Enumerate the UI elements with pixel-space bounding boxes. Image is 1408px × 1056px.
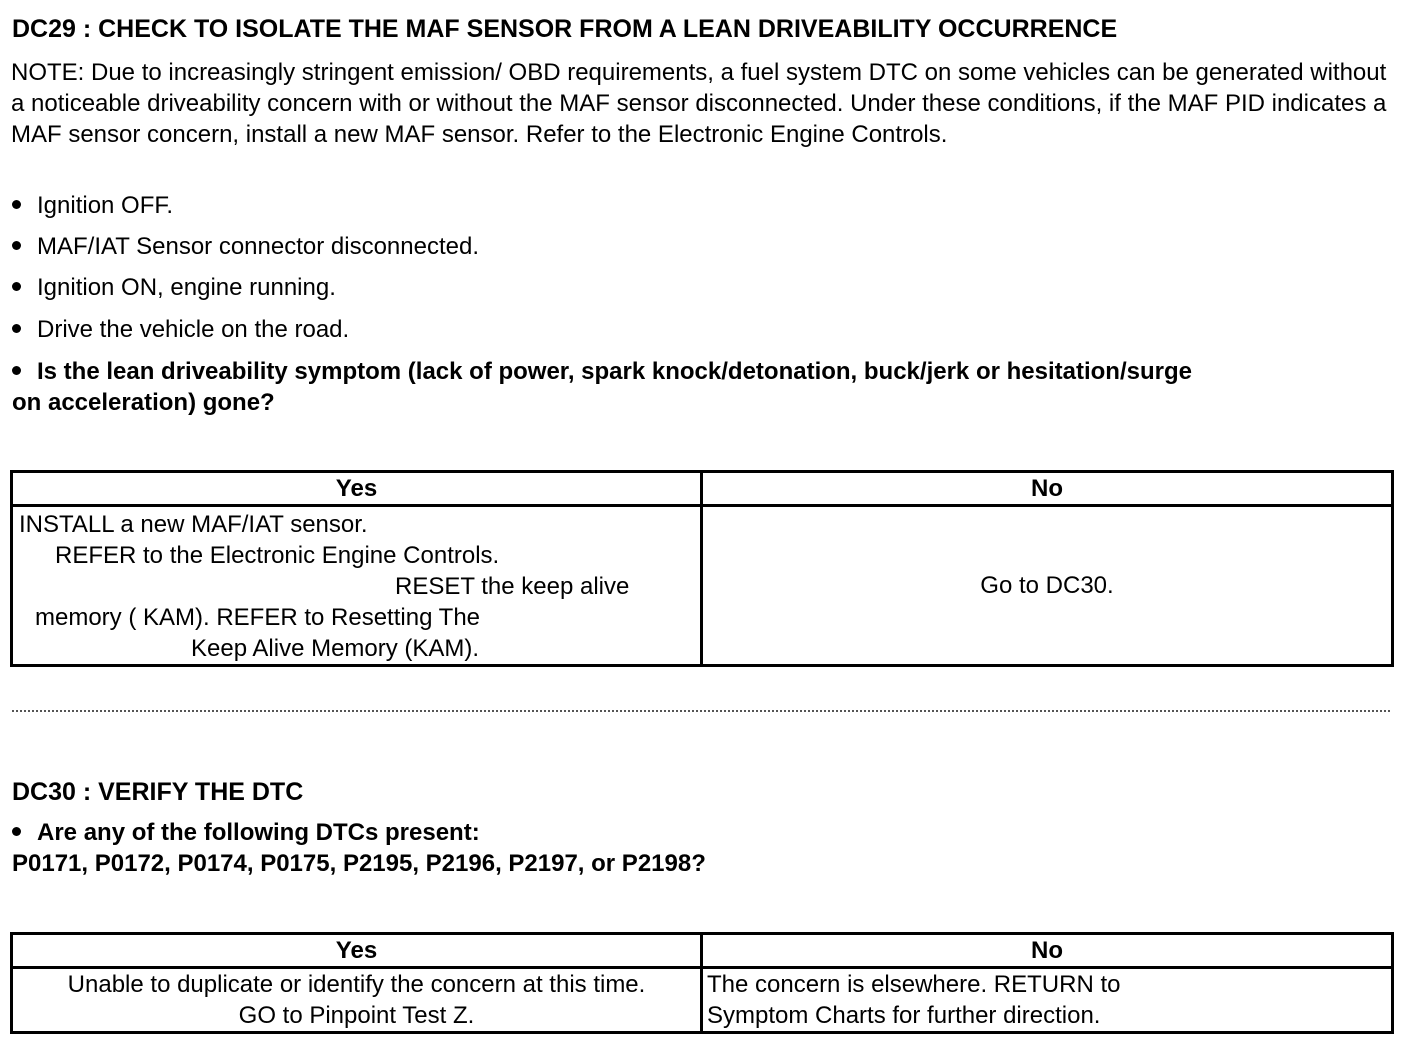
dc30-question [12,818,480,848]
yes-cell [12,506,702,666]
no-cell: Go to DC30. [702,506,1393,666]
step-text: Drive the vehicle on the road. [37,316,350,343]
dc30-heading: DC30 : VERIFY THE DTC [12,778,304,806]
yes-line: RESET the keep alive [395,573,630,600]
question-text: Are any of the following DTCs present: [37,819,480,846]
dc30-decision-table [10,932,1394,1034]
yes-header: Yes [12,934,702,968]
no-header: No [702,934,1393,968]
step-text: Ignition OFF. [37,192,174,219]
bullet-icon [12,200,21,209]
no-line: The concern is elsewhere. RETURN to [707,971,1121,998]
yes-line: GO to Pinpoint Test Z. [238,1002,475,1029]
yes-line: INSTALL a new MAF/IAT sensor. [19,511,368,538]
no-line: Symptom Charts for further direction. [707,1002,1101,1029]
dc29-question-cont: on acceleration) gone? [12,389,275,416]
bullet-icon [12,324,21,333]
dc29-question [12,357,1192,387]
dc30-dtc-list: P0171, P0172, P0174, P0175, P2195, P2196, P2197, or P2198? [12,850,706,877]
dc29-note: NOTE: Due to increasingly stringent emission/ OBD requirements, a fuel system DTC on some vehicles can be generated without a noticeable driveability concern with or without the MAF sensor disconnected. Under these conditions, if the MAF PID indicates a MAF sensor concern, install a new MAF sensor. Refer to the Electronic Engine Controls. [11,59,1387,148]
yes-line: Unable to duplicate or identify the concern at this time. [67,971,646,998]
yes-line: memory ( KAM). REFER to Resetting The [35,604,481,631]
step-drive-vehicle [12,315,349,345]
bullet-icon [12,366,21,375]
yes-line: Keep Alive Memory (KAM). [191,635,480,662]
step-text: Ignition ON, engine running. [37,274,336,301]
dc29-heading: DC29 : CHECK TO ISOLATE THE MAF SENSOR FROM A LEAN DRIVEABILITY OCCURRENCE [12,15,1118,43]
dc29-decision-table [10,470,1394,667]
step-ignition-on [12,273,336,303]
yes-line: REFER to the Electronic Engine Controls. [55,542,500,569]
no-header: No [702,472,1393,506]
bullet-icon [12,827,21,836]
question-text: Is the lean driveability symptom (lack of power, spark knock/detonation, buck/jerk or hesitation/surge [37,358,1192,385]
step-ignition-off [12,191,173,221]
bullet-icon [12,241,21,250]
yes-header: Yes [12,472,702,506]
yes-cell [12,968,702,1033]
no-cell [702,968,1393,1033]
step-disconnect-connector [12,232,479,262]
bullet-icon [12,282,21,291]
step-text: MAF/IAT Sensor connector disconnected. [37,233,479,260]
section-divider [12,710,1390,712]
